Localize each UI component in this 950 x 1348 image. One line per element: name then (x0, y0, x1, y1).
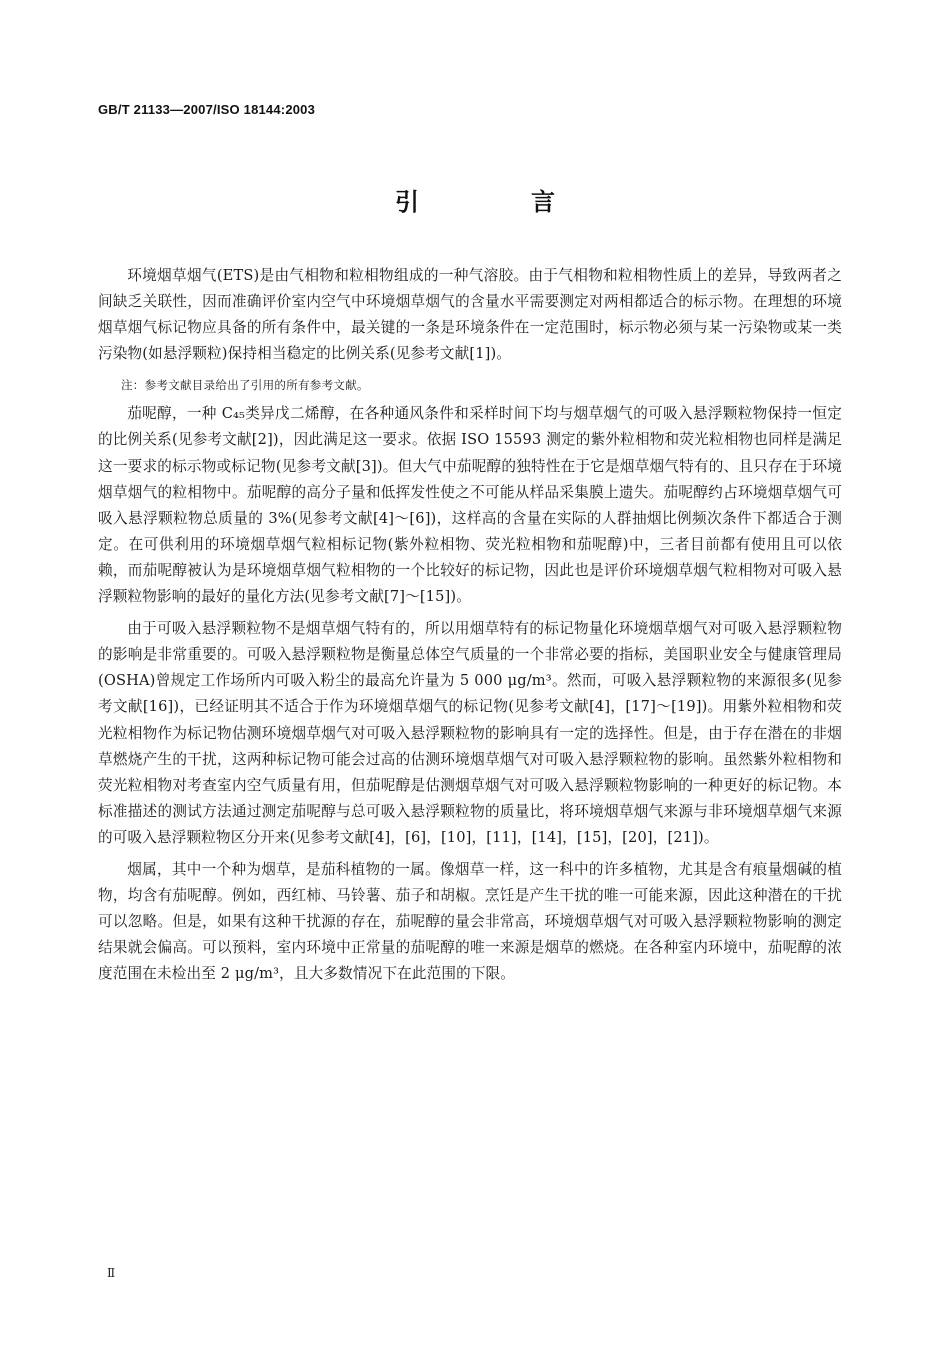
intro-paragraph-3: 由于可吸入悬浮颗粒物不是烟草烟气特有的，所以用烟草特有的标记物量化环境烟草烟气对可吸入悬浮颗粒物的影响是非常重要的。可吸入悬浮颗粒物是衡量总体空气质量的一个非常必要的指标，美国职业安全与健康管理局(OSHA)曾规定工作场所内可吸入粉尘的最高允许量为 5 000 μg/m³。然而，可吸入悬浮颗粒物的来源很多(见参考文献[16])，已经证明其不适合于作为环境烟草烟气的标记物(见参考文献[4]，[17]～[19])。用紫外粒相物和荧光粒相物作为标记物估测环境烟草烟气对可吸入悬浮颗粒物的影响具有一定的选择性。但是，由于存在潜在的非烟草燃烧产生的干扰，这两种标记物可能会过高的估测环境烟草烟气对可吸入悬浮颗粒物的影响。虽然紫外粒相物和荧光粒相物对考查室内空气质量有用，但茄呢醇是估测烟草烟气对可吸入悬浮颗粒物影响的一种更好的标记物。本标准描述的测试方法通过测定茄呢醇与总可吸入悬浮颗粒物的质量比，将环境烟草烟气来源与非环境烟草烟气来源的可吸入悬浮颗粒物区分开来(见参考文献[4]，[6]，[10]，[11]，[14]，[15]，[20]，[21])。 (98, 620, 842, 846)
body-text (98, 263, 842, 993)
intro-paragraph-1: 环境烟草烟气(ETS)是由气相物和粒相物组成的一种气溶胶。由于气相物和粒相物性质上的差异，导致两者之间缺乏关联性，因而准确评价室内空气中环境烟草烟气的含量水平需要测定对两相都适合的标示物。在理想的环境烟草烟气标记物应具备的所有条件中，最关键的一条是环境条件在一定范围时，标示物必须与某一污染物或某一类污染物(如悬浮颗粒)保持相当稳定的比例关系(见参考文献[1])。 (98, 267, 842, 363)
page-number: Ⅱ (107, 1266, 116, 1280)
intro-paragraph-4: 烟属，其中一个种为烟草，是茄科植物的一属。像烟草一样，这一科中的许多植物，尤其是含有痕量烟碱的植物，均含有茄呢醇。例如，西红柿、马铃薯、茄子和胡椒。烹饪是产生干扰的唯一可能来源，因此这种潜在的干扰可以忽略。但是，如果有这种干扰源的存在，茄呢醇的量会非常高，环境烟草烟气对可吸入悬浮颗粒物影响的测定结果就会偏高。可以预料，室内环境中正常量的茄呢醇的唯一来源是烟草的燃烧。在各种室内环境中，茄呢醇的浓度范围在未检出至 2 μg/m³，且大多数情况下在此范围的下限。 (98, 860, 842, 983)
intro-paragraph-2: 茄呢醇，一种 C₄₅类异戊二烯醇，在各种通风条件和采样时间下均与烟草烟气的可吸入悬浮颗粒物保持一恒定的比例关系(见参考文献[2])，因此满足这一要求。依据 ISO 15593 测定的紫外粒相物和荧光粒相物也同样是满足这一要求的标示物或标记物(见参考文献[3])。但大气中茄呢醇的独特性在于它是烟草烟气特有的、且只存在于环境烟草烟气的粒相物中。茄呢醇的高分子量和低挥发性使之不可能从样品采集膜上遗失。茄呢醇约占环境烟草烟气可吸入悬浮颗粒物总质量的 3%(见参考文献[4]～[6])，这样高的含量在实际的人群抽烟比例频次条件下都适合于测定。在可供利用的环境烟草烟气粒相标记物(紫外粒相物、荧光粒相物和茄呢醇)中，三者目前都有使用且可以依赖，而茄呢醇被认为是环境烟草烟气粒相物的一个比较好的标记物，因此也是评价环境烟草烟气粒相物对可吸入悬浮颗粒物影响的最好的量化方法(见参考文献[7]～[15])。 (98, 405, 842, 606)
page-title: 引 言 (395, 188, 599, 216)
note-paragraph: 注：参考文献目录给出了引用的所有参考文献。 (121, 378, 369, 393)
standard-code: GB/T 21133—2007/ISO 18144:2003 (98, 102, 316, 117)
